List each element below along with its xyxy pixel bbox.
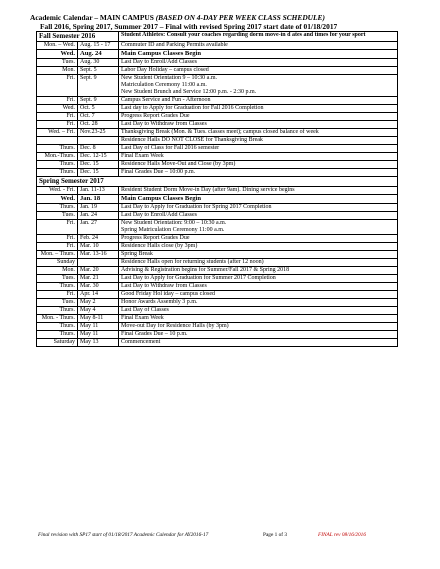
event-cell: Last Day to Withdraw from Classes bbox=[119, 121, 398, 129]
day-cell: Thurs. bbox=[37, 145, 78, 153]
event-cell: Residence Halls open for returning students (after 12 noon) bbox=[119, 259, 398, 267]
date-cell: Oct. 7 bbox=[78, 113, 119, 121]
date-cell: Mar. 20 bbox=[78, 267, 119, 275]
day-cell: Tues. bbox=[37, 275, 78, 283]
calendar-row bbox=[37, 283, 398, 291]
calendar-row bbox=[37, 129, 398, 137]
calendar-row bbox=[37, 75, 398, 97]
day-cell: Mon. – Thurs. bbox=[37, 251, 78, 259]
calendar-row bbox=[37, 259, 398, 267]
date-cell: Aug. 15 - 17 bbox=[78, 42, 119, 50]
date-cell: May 8-11 bbox=[78, 315, 119, 323]
calendar-row bbox=[37, 50, 398, 59]
event-cell: Final Grades Due – 10 p.m. bbox=[119, 331, 398, 339]
event-cell: Last Day to Enroll/Add Classes bbox=[119, 212, 398, 220]
day-cell: Mon. – Wed. bbox=[37, 42, 78, 50]
event-cell: Last Day to Apply for Graduation for Summer 2017 Completion bbox=[119, 275, 398, 283]
event-cell: Thanksgiving Break (Mon. & Tues. classes meet); campus closed balance of week bbox=[119, 129, 398, 137]
calendar-row bbox=[37, 195, 398, 204]
date-cell: Sept. 5 bbox=[78, 67, 119, 75]
calendar-row bbox=[37, 105, 398, 113]
day-cell: Mon. bbox=[37, 67, 78, 75]
day-cell bbox=[37, 137, 78, 145]
title-campus: MAIN CAMPUS bbox=[99, 13, 154, 22]
day-cell: Thurs. bbox=[37, 331, 78, 339]
event-cell: Honor Awards Assembly 3 p.m. bbox=[119, 299, 398, 307]
event-cell: Main Campus Classes Begin bbox=[119, 50, 398, 59]
calendar-row bbox=[37, 251, 398, 259]
calendar-row bbox=[37, 137, 398, 145]
day-cell: Thurs. bbox=[37, 204, 78, 212]
calendar-row bbox=[37, 153, 398, 161]
day-cell: Fri. bbox=[37, 235, 78, 243]
day-cell: Thurs. bbox=[37, 307, 78, 315]
event-cell: Labor Day Holiday – campus closed bbox=[119, 67, 398, 75]
date-cell: May 13 bbox=[78, 339, 119, 347]
footer-revision-note: Final revision with SP17 start of 01/18/2017 Academic Calendar for AY2016-17 bbox=[38, 532, 209, 538]
date-cell: Jan. 11-13 bbox=[78, 187, 119, 195]
event-cell: Move-out Day for Residence Halls (by 3pm) bbox=[119, 323, 398, 331]
date-cell: Aug. 24 bbox=[78, 50, 119, 59]
calendar-row bbox=[37, 204, 398, 212]
day-cell: Mon. - Thurs. bbox=[37, 315, 78, 323]
day-cell: Mon. bbox=[37, 267, 78, 275]
calendar-table bbox=[36, 31, 398, 347]
date-cell: Dec. 15 bbox=[78, 169, 119, 177]
day-cell: Mon.-Thurs. bbox=[37, 153, 78, 161]
event-cell: Final Grades Due – 10:00 p.m. bbox=[119, 169, 398, 177]
event-cell: Residence Halls close (by 3pm) bbox=[119, 243, 398, 251]
day-cell: Thurs. bbox=[37, 323, 78, 331]
date-cell bbox=[78, 137, 119, 145]
date-cell: Nov.23-25 bbox=[78, 129, 119, 137]
event-cell: Last day to Apply for Graduation for Fall 2016 Completion bbox=[119, 105, 398, 113]
date-cell: Dec. 15 bbox=[78, 161, 119, 169]
day-cell: Thurs. bbox=[37, 161, 78, 169]
day-cell: Wed. - Fri. bbox=[37, 187, 78, 195]
date-cell: Oct. 5 bbox=[78, 105, 119, 113]
event-cell: New Student Orientation: 9:00 – 10:30 a.m. Spring Matriculation Ceremony 11:00 a.m. bbox=[119, 220, 398, 235]
calendar-row bbox=[37, 212, 398, 220]
date-cell: Sept. 9 bbox=[78, 97, 119, 105]
date-cell bbox=[78, 259, 119, 267]
day-cell: Fri. bbox=[37, 121, 78, 129]
date-cell: Dec. 8 bbox=[78, 145, 119, 153]
calendar-row bbox=[37, 235, 398, 243]
date-cell: Jan. 24 bbox=[78, 212, 119, 220]
calendar-row bbox=[37, 307, 398, 315]
day-cell: Thurs. bbox=[37, 169, 78, 177]
event-cell: Campus Service and Fun - Afternoon bbox=[119, 97, 398, 105]
event-cell: Resident Student Dorm Move-in Day (after 9am). Dining service begins bbox=[119, 187, 398, 195]
date-cell: May 11 bbox=[78, 323, 119, 331]
date-cell: Dec. 12-15 bbox=[78, 153, 119, 161]
event-cell: Last Day to Enroll/Add Classes bbox=[119, 59, 398, 67]
calendar-row bbox=[37, 145, 398, 153]
date-cell: May 2 bbox=[78, 299, 119, 307]
date-cell: May 11 bbox=[78, 331, 119, 339]
date-cell: Aug. 30 bbox=[78, 59, 119, 67]
day-cell: Thurs. bbox=[37, 283, 78, 291]
event-cell: Spring Break bbox=[119, 251, 398, 259]
day-cell: Fri. bbox=[37, 291, 78, 299]
day-cell: Fri. bbox=[37, 113, 78, 121]
event-cell: Final Exam Week bbox=[119, 315, 398, 323]
calendar-title bbox=[30, 13, 440, 22]
calendar-row bbox=[37, 161, 398, 169]
day-cell: Fri. bbox=[37, 243, 78, 251]
day-cell: Fri. bbox=[37, 97, 78, 105]
date-cell: Mar. 30 bbox=[78, 283, 119, 291]
day-cell: Tues. bbox=[37, 59, 78, 67]
date-cell: Jan. 19 bbox=[78, 204, 119, 212]
calendar-row bbox=[37, 42, 398, 50]
calendar-row bbox=[37, 59, 398, 67]
event-cell: Commuter ID and Parking Permits available bbox=[119, 42, 398, 50]
day-cell: Wed. bbox=[37, 105, 78, 113]
calendar-row bbox=[37, 187, 398, 195]
fall-header-row bbox=[37, 32, 398, 42]
calendar-body bbox=[37, 32, 398, 347]
event-cell: Residence Halls DO NOT CLOSE for Thanksgiving Break bbox=[119, 137, 398, 145]
day-cell: Tues. bbox=[37, 299, 78, 307]
date-cell: Jan. 18 bbox=[78, 195, 119, 204]
calendar-row bbox=[37, 67, 398, 75]
date-cell: Mar. 10 bbox=[78, 243, 119, 251]
fall-semester-title: Fall Semester 2016 bbox=[37, 32, 119, 42]
calendar-row bbox=[37, 275, 398, 283]
spring-semester-title: Spring Semester 2017 bbox=[37, 177, 398, 187]
day-cell: Wed. – Fri. bbox=[37, 129, 78, 137]
day-cell: Fri. bbox=[37, 220, 78, 235]
day-cell: Wed. bbox=[37, 50, 78, 59]
date-cell: Feb. 24 bbox=[78, 235, 119, 243]
title-schedule-note: (BASED ON 4-DAY PER WEEK CLASS SCHEDULE) bbox=[153, 13, 325, 22]
title-separator: – bbox=[92, 13, 100, 22]
event-cell: New Student Orientation 9 – 10:30 a.m. Matriculation Ceremony 11:00 a.m. New Student Brunch and Service 12:00 p.m. - 2:30 p.m. bbox=[119, 75, 398, 97]
date-cell: May 4 bbox=[78, 307, 119, 315]
event-cell: Last Day of Classes bbox=[119, 307, 398, 315]
day-cell: Sunday bbox=[37, 259, 78, 267]
calendar-row bbox=[37, 97, 398, 105]
calendar-row bbox=[37, 323, 398, 331]
date-cell: Mar. 21 bbox=[78, 275, 119, 283]
event-cell: Progress Report Grades Due bbox=[119, 113, 398, 121]
calendar-row bbox=[37, 220, 398, 235]
date-cell: Mar. 13-16 bbox=[78, 251, 119, 259]
event-cell: Last Day of Class for Fall 2016 semester bbox=[119, 145, 398, 153]
day-cell: Fri. bbox=[37, 75, 78, 97]
event-cell: Last Day to Withdraw from Classes bbox=[119, 283, 398, 291]
footer-page-number: Page 1 of 3 bbox=[263, 532, 287, 538]
event-cell: Final Exam Week bbox=[119, 153, 398, 161]
footer-final-rev: FINAL rev 08/16/2016 bbox=[318, 532, 366, 538]
calendar-subtitle: Fall 2016, Spring 2017, Summer 2017 – Final with revised Spring 2017 start date of 01/18/2017 bbox=[40, 22, 338, 31]
title-main: Academic Calendar bbox=[30, 13, 93, 22]
event-cell: Residence Halls Move-Out and Close (by 3pm) bbox=[119, 161, 398, 169]
calendar-row bbox=[37, 113, 398, 121]
calendar-row bbox=[37, 339, 398, 347]
fall-intro-note: Student Athletes: Consult your coaches regarding dorm move-in d ates and times for your sport bbox=[119, 32, 398, 42]
calendar-row bbox=[37, 267, 398, 275]
calendar-row bbox=[37, 331, 398, 339]
date-cell: Sept. 9 bbox=[78, 75, 119, 97]
calendar-row bbox=[37, 291, 398, 299]
calendar-row bbox=[37, 243, 398, 251]
event-cell: Last Day to Apply for Graduation for Spring 2017 Completion bbox=[119, 204, 398, 212]
event-cell: Advising & Registration begins for Summer/Fall 2017 & Spring 2018 bbox=[119, 267, 398, 275]
day-cell: Wed. bbox=[37, 195, 78, 204]
calendar-row bbox=[37, 299, 398, 307]
calendar-row bbox=[37, 169, 398, 177]
event-cell: Progress Report Grades Due bbox=[119, 235, 398, 243]
day-cell: Tues. bbox=[37, 212, 78, 220]
date-cell: Apr. 14 bbox=[78, 291, 119, 299]
day-cell: Saturday bbox=[37, 339, 78, 347]
calendar-row bbox=[37, 121, 398, 129]
spring-header-row bbox=[37, 177, 398, 187]
calendar-row bbox=[37, 315, 398, 323]
event-cell: Commencement bbox=[119, 339, 398, 347]
date-cell: Oct. 28 bbox=[78, 121, 119, 129]
event-cell: Good Friday Hol iday – campus closed bbox=[119, 291, 398, 299]
date-cell: Jan. 27 bbox=[78, 220, 119, 235]
event-cell: Main Campus Classes Begin bbox=[119, 195, 398, 204]
